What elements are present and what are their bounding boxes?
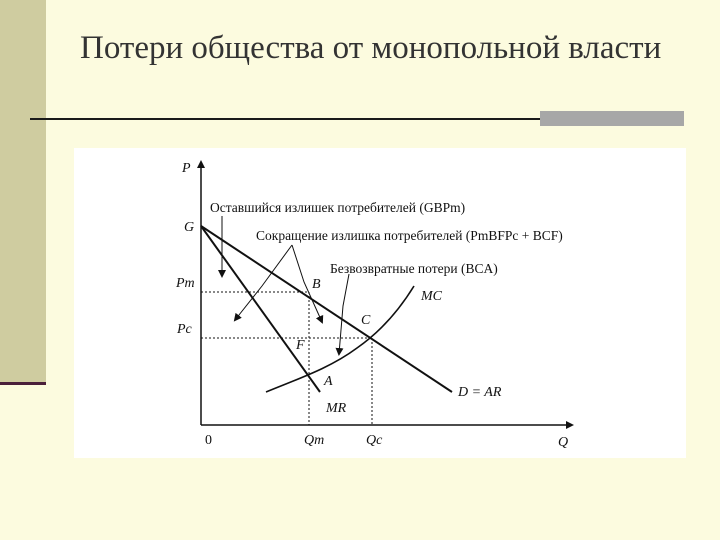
point-f-label: F xyxy=(296,338,305,353)
demand-label: D = AR xyxy=(458,385,502,400)
monopoly-diagram xyxy=(74,148,686,458)
title-divider-accent xyxy=(540,111,684,126)
qty-qc-label: Qc xyxy=(366,433,383,448)
arrow-reduction-left xyxy=(235,245,292,320)
mc-label: MC xyxy=(421,289,442,304)
note-surplus-reduction: Сокращение излишка потребителей (PmBFPc + BCF) xyxy=(256,228,563,243)
origin-label: 0 xyxy=(205,433,212,448)
price-pc-label: Pc xyxy=(177,322,192,337)
decor-side-bar xyxy=(0,0,46,382)
point-c-label: C xyxy=(361,313,371,328)
slide-title: Потери общества от монопольной власти xyxy=(80,30,662,66)
title-divider xyxy=(30,118,540,120)
decor-side-line xyxy=(0,382,46,385)
mr-label: MR xyxy=(326,401,347,416)
x-axis-label: Q xyxy=(558,435,569,450)
mr-curve xyxy=(201,226,320,392)
arrow-deadweight-loss xyxy=(339,274,349,354)
point-a-label: A xyxy=(324,374,333,389)
note-deadweight-loss: Безвозвратные потери (BCA) xyxy=(330,261,498,276)
diagram-panel xyxy=(74,148,686,458)
qty-qm-label: Qm xyxy=(304,433,325,448)
y-axis-label: P xyxy=(182,161,191,176)
point-g-label: G xyxy=(184,220,195,235)
point-b-label: B xyxy=(312,277,321,292)
price-pm-label: Pm xyxy=(176,276,195,291)
note-remaining-surplus: Оставшийся излишек потребителей (GBPm) xyxy=(210,200,466,215)
